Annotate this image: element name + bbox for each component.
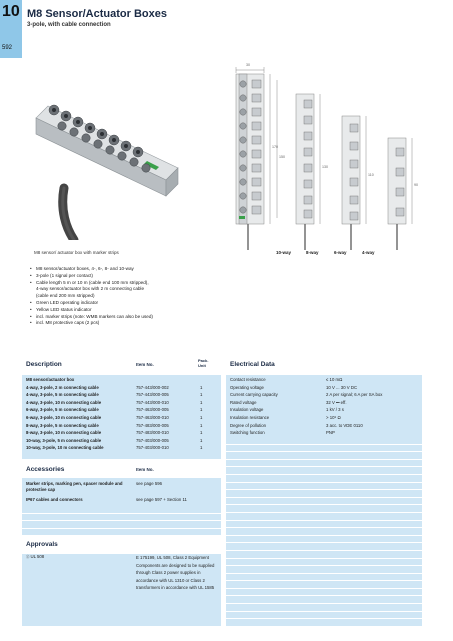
spec-value: PNP [326,430,335,436]
row-item-no: 757-463/000-010 [136,414,169,420]
spec-row [226,376,422,384]
drawing-label-4way: 4-way [362,250,375,255]
approval-label: Ⓤ UL 508 [26,554,45,559]
feature-item: • Cable length 5 m or 10 m (cable end 100 mm stripped), [30,280,230,287]
row-item-no: 757-483/000-010 [136,430,169,436]
dimension-drawing [230,58,420,258]
row-item-no: 757-443/000-002 [136,384,169,390]
spec-row [226,406,422,414]
table-row [22,391,221,399]
spec-value: > 10⁹ Ω [326,414,341,420]
chapter-tab [0,0,22,58]
row-item-no: 757-403/000-005 [136,437,169,443]
accessory-reference: see page 597 + Section 11 [136,497,187,502]
spec-value: 1 kV / 3 s [326,407,344,413]
spec-value: 2 A per signal; 6 A per SA box [326,392,383,398]
table-row [22,406,221,414]
table-row [22,414,221,422]
spec-value: 10 V ... 30 V DC [326,384,358,390]
spec-key: Degree of pollution [230,422,267,428]
row-description: 4-way, 3-pole, 5 m connecting cable [26,392,99,398]
spec-row [226,399,422,407]
accessory-description: IP67 cables and connectors [26,497,83,502]
feature-item: • incl. marker strips (note: WMB markers can also be used) [30,314,230,321]
row-description: 8-way, 3-pole, 5 m connecting cable [26,422,99,428]
ul-mark-icon: Ⓤ [26,555,31,559]
item-no-header: Item No. [136,362,154,367]
spec-row [226,414,422,422]
ordering-panel [22,354,221,626]
row-item-no: 757-443/000-005 [136,392,169,398]
feature-item: • Green LED operating indicator [30,300,230,307]
dim-top-label: 30 [246,63,250,67]
electrical-data-title: Electrical Data [230,361,275,368]
row-description: 4-way, 3-pole, 2 m connecting cable [26,384,99,390]
accessory-row [22,495,221,505]
spec-key: Insulation resistance [230,414,270,420]
row-description: 10-way, 3-pole, 5 m connecting cable [26,437,102,443]
row-description: 6-way, 3-pole, 5 m connecting cable [26,407,99,413]
electrical-table [226,376,422,437]
spec-key: Operating voltage [230,384,264,390]
drawing-label-6way: 6-way [334,250,347,255]
spec-key: Rated voltage [230,399,257,405]
row-pack: 1 [200,414,203,420]
row-item-no: 757-483/000-005 [136,422,169,428]
row-item-no: 757-403/000-010 [136,445,169,451]
feature-item-continued: (cable end 200 mm stripped) [36,293,95,299]
approvals-title: Approvals [26,541,58,548]
group-title: M8 sensor/actuator box [26,377,75,382]
spec-key: Switching function [230,430,265,436]
description-header: Description [26,361,62,368]
electrical-panel [226,354,422,626]
feature-item: • incl. M8 protective caps (2 pcs) [30,320,230,327]
dim-v3-label: 130 [322,165,328,169]
table-row [22,422,221,430]
spec-key: Contact resistance [230,377,266,382]
row-description: 4-way, 3-pole, 10 m connecting cable [26,399,102,405]
accessory-reference: see page 596 [136,481,163,486]
row-pack: 1 [200,422,203,428]
page-number: 592 [2,45,13,51]
feature-item: • M8 sensor/actuator boxes, 4-, 6-, 8- and 10-way [30,266,230,273]
row-description: 6-way, 3-pole, 10 m connecting cable [26,414,102,420]
photo-caption: M8 sensor/ actuator box with marker strips [34,250,119,255]
table-row [22,437,221,445]
ordering-table [22,376,221,452]
table-row [22,444,221,452]
drawing-label-8way: 8-way [306,250,319,255]
accessory-description: Marker strips, marking pen, spacer module and protective cap [26,481,123,492]
row-pack: 1 [200,407,203,413]
row-pack: 1 [200,445,203,451]
spec-row [226,384,422,392]
row-pack: 1 [200,392,203,398]
spec-value: 3 acc. to VDE 0110 [326,422,363,428]
spec-row [226,391,422,399]
table-row [22,384,221,392]
row-description: 8-way, 3-pole, 10 m connecting cable [26,430,102,436]
row-item-no: 757-443/000-010 [136,399,169,405]
dim-v5-label: 90 [414,183,418,187]
accessories-item-header: Item No. [136,467,154,472]
product-photo [26,60,226,240]
row-item-no: 757-463/000-005 [136,407,169,413]
pack-unit-header: Pack. Unit [198,358,209,368]
dim-v2-label: 150 [279,155,285,159]
chapter-number: 10 [2,3,20,20]
page-subtitle: 3-pole, with cable connection [27,22,111,28]
accessories-title: Accessories [26,466,65,473]
feature-item: • 3-pole (1 signal per contact) [30,273,230,280]
page-title: M8 Sensor/Actuator Boxes [27,8,167,20]
table-row [22,399,221,407]
row-pack: 1 [200,399,203,405]
row-pack: 1 [200,430,203,436]
spec-key: Insulation voltage [230,407,264,413]
row-pack: 1 [200,437,203,443]
spec-value: ≤ 10 mΩ [326,377,343,382]
drawing-label-10way: 10-way [276,250,292,255]
feature-item: • Yellow LED status indicator [30,307,230,314]
spec-row [226,422,422,430]
approval-text: E 175199, UL 508, Class 2 Equipment Components are designed to be supplied through Class 2 power supplies in accordance with UL 1310 or Class 2 transformers in accordance with UL 1585 [136,555,215,591]
dim-v4-label: 110 [368,173,374,177]
spec-key: Current carrying capacity [230,392,278,398]
spec-value: 32 V ⎓ eff. [326,399,347,405]
row-pack: 1 [200,384,203,390]
accessory-row [22,479,221,495]
feature-list [30,266,230,327]
feature-item-continued: 4-way sensor/actuator box with 2 m connecting cable [36,286,145,292]
dim-v1-label: 170 [272,145,278,149]
row-description: 10-way, 3-pole, 10 m connecting cable [26,445,104,451]
table-row [22,429,221,437]
spec-row [226,429,422,437]
